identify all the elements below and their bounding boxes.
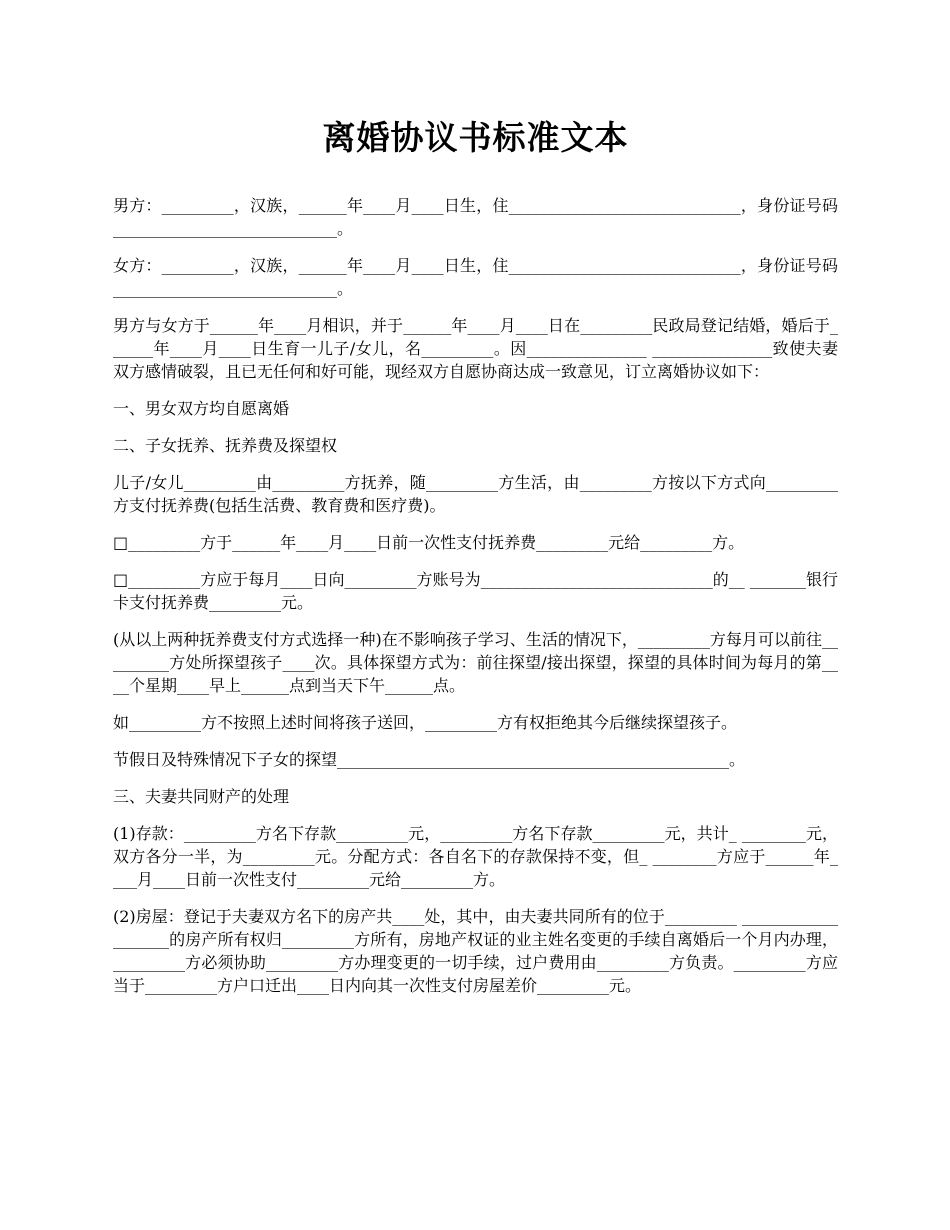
paragraph-custody: 儿子/女儿_________由_________方抚养，随_________方生活，由_________方按以下方式向_________方支付抚养费(包括生活费、教育费和医疗费)。 [113,473,838,515]
paragraph-holiday-visitation: 节假日及特殊情况下子女的探望_________________________________________________。 [113,750,746,769]
section-heading-divorce: 一、男女双方均自愿离婚 [113,399,290,418]
paragraph-visitation: (从以上两种抚养费支付方式选择一种)在不影响孩子学习、生活的情况下，_________方每月可以前往_________方处所探望孩子____次。具体探望方式为：前往探望/接出探望，探望的具体时间为每月的第____个星期____早上______点到当天下午______点。 [113,630,838,695]
paragraph-marriage-background: 男方与女方于______年____月相识，并于______年____月____日在_________民政局登记结婚，婚后于______年____月____日生育一儿子/女儿，名_________。因_______________ _______________致使夫妻双方感情破裂，且已无任何和好可能，现经双方自愿协商达成一致意见，订立离婚协议如下： [113,316,838,381]
paragraph-male-party: 男方：_________，汉族，______年____月____日生，住_____________________________，身份证号码____________________________。 [113,196,838,238]
paragraph-return-child: 如_________方不按照上述时间将孩子送回，_________方有权拒绝其今后继续探望孩子。 [113,713,738,732]
document-title: 离婚协议书标准文本 [322,118,629,157]
option-monthly-payment: □_________方应于每月____日向_________方账号为_____________________________的__ _______银行卡支付抚养费_________元。 [113,570,838,612]
paragraph-deposits: (1)存款：_________方名下存款_________元，_________方名下存款_________元，共计_ ________元，双方各分一半，为_________元。分配方式：各自名下的存款保持不变，但_ ________方应于______年____月____日前一次性支付_________元给_________方。 [113,824,838,889]
paragraph-housing: (2)房屋：登记于夫妻双方名下的房产共____处，其中，由夫妻共同所有的位于_________ ___________________的房产所有权归_________方所有，房地产权证的业主姓名变更的手续自离婚后一个月内办理，_________方必须协助_________方办理变更的一切手续，过户费用由_________方负责。_________方应当于_________方户口迁出____日内向其一次性支付房屋差价_________元。 [113,907,838,995]
section-heading-property: 三、夫妻共同财产的处理 [113,787,290,806]
paragraph-female-party: 女方：_________，汉族，______年____月____日生，住_____________________________，身份证号码____________________________。 [113,256,838,298]
section-heading-children: 二、子女抚养、抚养费及探望权 [113,436,338,455]
option-lump-sum-payment: □_________方于______年____月____日前一次性支付抚养费_________元给_________方。 [113,533,745,552]
